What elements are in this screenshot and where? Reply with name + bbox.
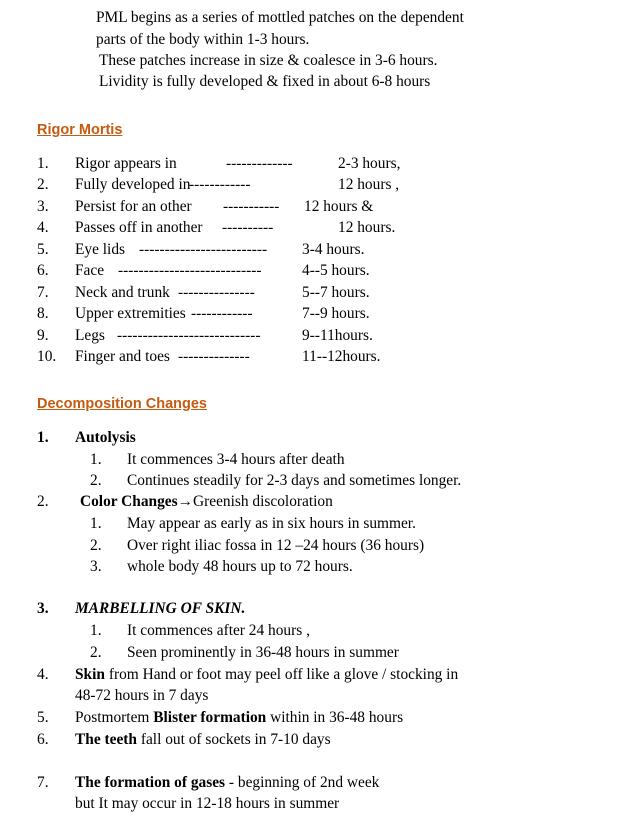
skin-number: 4.: [37, 666, 49, 683]
rigor-item-value: 7--9 hours.: [302, 305, 370, 322]
rigor-item-value: 12 hours ,: [338, 176, 400, 193]
color-sub-2-number: 2.: [90, 537, 102, 554]
color-sub-1: May appear as early as in six hours in summer.: [127, 515, 416, 532]
rigor-item-number: 4.: [37, 219, 49, 236]
skin-bold: Skin: [75, 666, 105, 683]
rigor-item-value: 2-3 hours,: [338, 155, 401, 172]
intro-line-3: These patches increase in size & coalesce in 3-6 hours.: [99, 52, 438, 69]
color-sub-3-number: 3.: [90, 558, 102, 575]
color-sub-3: whole body 48 hours up to 72 hours.: [127, 558, 353, 575]
rigor-item-number: 3.: [37, 198, 49, 215]
intro-line-1: PML begins as a series of mottled patches on the dependent: [96, 9, 464, 26]
rigor-mortis-heading: Rigor Mortis: [37, 122, 123, 138]
autolysis-sub-1: It commences 3-4 hours after death: [127, 451, 345, 468]
marbling-number: 3.: [37, 600, 49, 617]
arrow-right-icon: →: [177, 493, 194, 510]
blister-bold: Blister formation: [153, 709, 267, 726]
gases-line-1: [75, 774, 379, 792]
blister-number: 5.: [37, 709, 49, 726]
rigor-item-label: Neck and trunk: [75, 284, 170, 301]
blister-pre: Postmortem: [75, 709, 154, 726]
decomposition-heading: Decomposition Changes: [37, 396, 207, 412]
color-changes-text: Greenish discoloration: [193, 493, 333, 510]
color-changes-line: [80, 493, 333, 511]
autolysis-sub-2-number: 2.: [90, 472, 102, 489]
rigor-item-number: 8.: [37, 305, 49, 322]
rigor-item-label: Eye lids: [75, 241, 126, 258]
rigor-item-dashes: ----------------------------: [118, 262, 262, 279]
color-changes-number: 2.: [37, 493, 49, 510]
marbling-sub-1: It commences after 24 hours ,: [127, 622, 310, 639]
rigor-item-dashes: ------------: [191, 305, 253, 322]
rigor-item-label: Face: [75, 262, 105, 279]
rigor-item-value: 12 hours &: [304, 198, 374, 215]
rigor-item-label: Upper extremities: [75, 305, 186, 322]
gases-text: - beginning of 2nd week: [225, 774, 380, 791]
teeth-line: [75, 731, 331, 749]
rigor-item-value: 5--7 hours.: [302, 284, 370, 301]
rigor-item-dashes: -------------: [226, 155, 293, 172]
teeth-text: fall out of sockets in 7-10 days: [136, 731, 331, 748]
rigor-item-label: Fully developed in: [75, 176, 191, 193]
rigor-item-number: 6.: [37, 262, 49, 279]
rigor-item-label: Finger and toes: [75, 348, 170, 365]
rigor-item-dashes: -----------: [223, 198, 280, 215]
rigor-item-number: 1.: [37, 155, 49, 172]
rigor-item-dashes: ----------------------------: [117, 327, 261, 344]
rigor-item-value: 12 hours.: [338, 219, 396, 236]
color-sub-2: Over right iliac fossa in 12 –24 hours (36 hours): [127, 537, 425, 554]
skin-line-2: 48-72 hours in 7 days: [75, 687, 209, 704]
gases-bold: The formation of gases: [75, 774, 226, 791]
marbling-sub-2: Seen prominently in 36-48 hours in summer: [127, 644, 399, 661]
autolysis-number: 1.: [37, 429, 49, 446]
rigor-item-label: Rigor appears in: [75, 155, 177, 172]
rigor-item-dashes: ----------: [222, 219, 274, 236]
blister-line: [75, 709, 403, 727]
autolysis-sub-1-number: 1.: [90, 451, 102, 468]
intro-line-4: Lividity is fully developed & fixed in about 6-8 hours: [99, 73, 431, 90]
rigor-item-dashes: -------------------------: [139, 241, 268, 258]
skin-line-1: [75, 666, 458, 684]
rigor-item-number: 2.: [37, 176, 49, 193]
gases-line-2: but It may occur in 12-18 hours in summer: [75, 795, 340, 812]
color-sub-1-number: 1.: [90, 515, 102, 532]
rigor-item-dashes: ---------------: [178, 284, 255, 301]
rigor-item-label: Persist for an other: [75, 198, 192, 215]
rigor-item-number: 5.: [37, 241, 49, 258]
teeth-bold: The teeth: [75, 731, 137, 748]
rigor-item-number: 7.: [37, 284, 49, 301]
color-changes-title: Color Changes: [80, 493, 178, 510]
autolysis-title: Autolysis: [75, 429, 136, 446]
rigor-item-value: 9--11hours.: [302, 327, 373, 344]
blister-text: within in 36-48 hours: [266, 709, 404, 726]
rigor-item-value: 3-4 hours.: [302, 241, 365, 258]
autolysis-sub-2: Continues steadily for 2-3 days and sometimes longer.: [127, 472, 462, 489]
rigor-item-dashes: --------------: [178, 348, 250, 365]
skin-text: from Hand or foot may peel off like a glove / stocking in: [104, 666, 459, 683]
rigor-item-number: 9.: [37, 327, 49, 344]
marbling-sub-1-number: 1.: [90, 622, 102, 639]
marbling-sub-2-number: 2.: [90, 644, 102, 661]
rigor-item-dashes: ------------: [189, 176, 251, 193]
rigor-item-number: 10.: [37, 348, 57, 365]
rigor-item-value: 4--5 hours.: [302, 262, 370, 279]
marbling-title: MARBELLING OF SKIN.: [75, 600, 246, 617]
rigor-item-label: Passes off in another: [75, 219, 203, 236]
teeth-number: 6.: [37, 731, 49, 748]
rigor-item-label: Legs: [75, 327, 105, 344]
gases-number: 7.: [37, 774, 49, 791]
rigor-item-value: 11--12hours.: [302, 348, 381, 365]
intro-line-2: parts of the body within 1-3 hours.: [96, 31, 310, 48]
